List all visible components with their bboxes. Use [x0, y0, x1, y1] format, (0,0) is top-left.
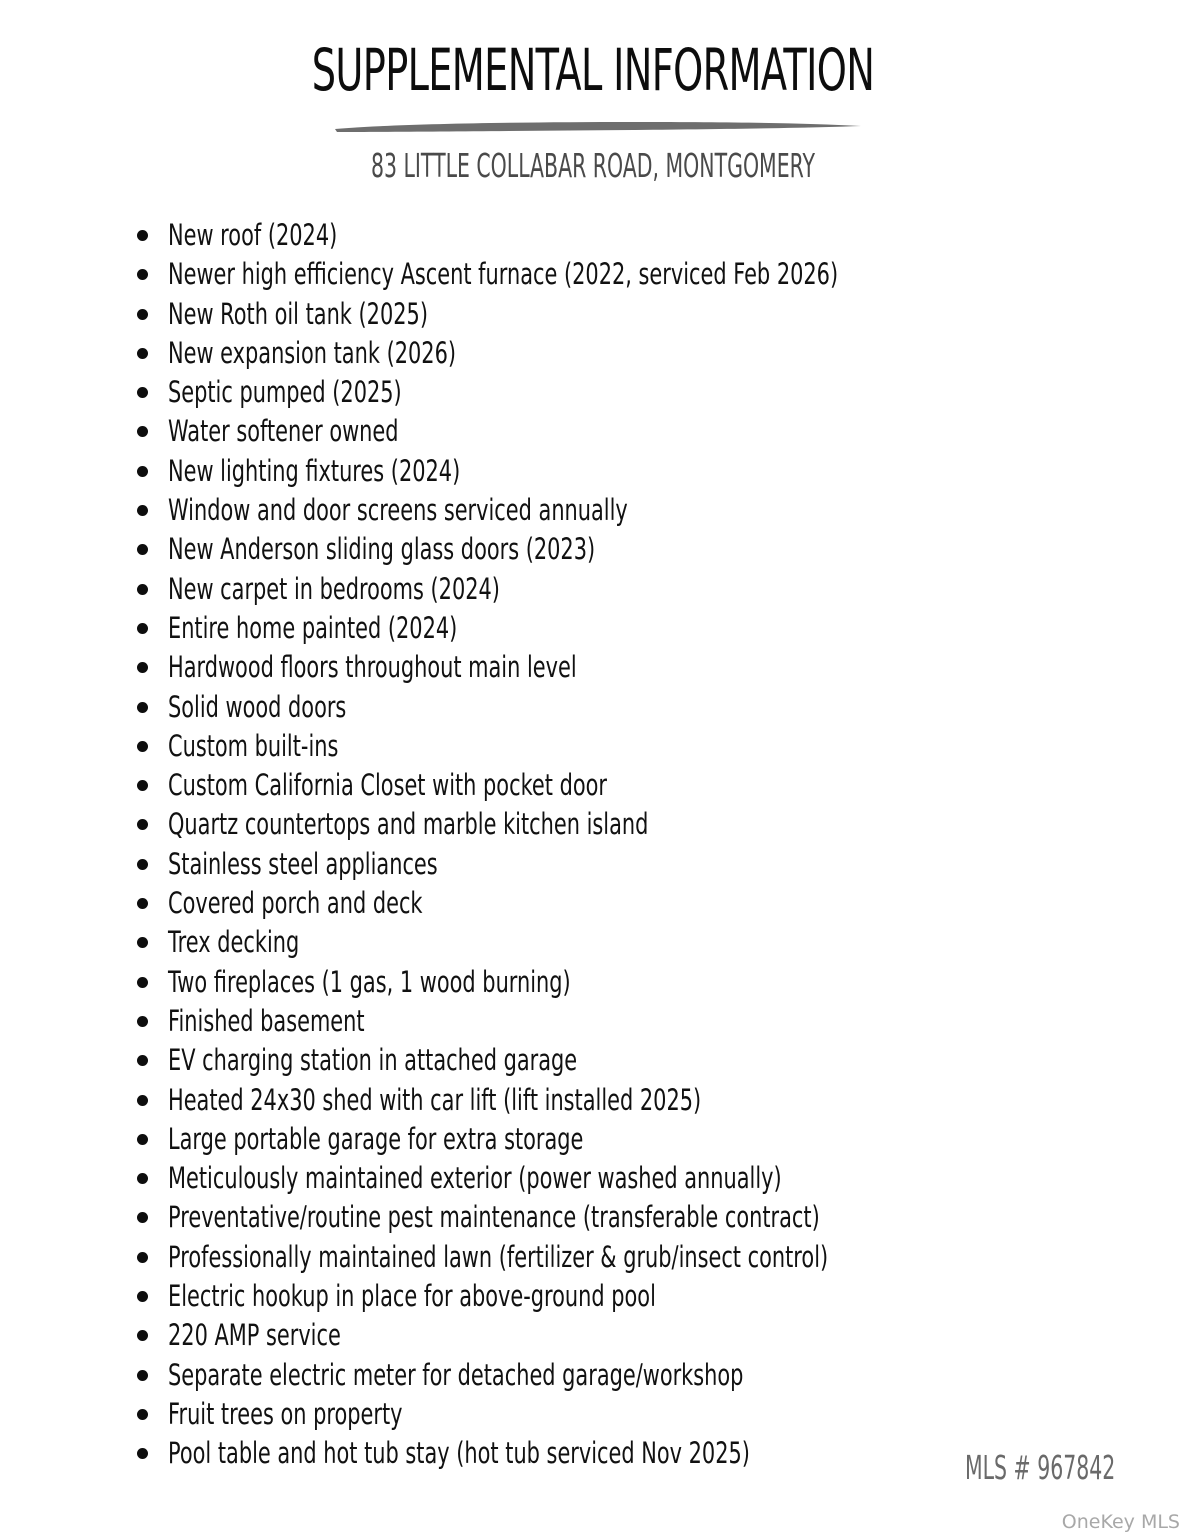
bullet-icon	[137, 466, 148, 477]
bullet-icon	[137, 819, 148, 830]
bullet-icon	[137, 1173, 148, 1184]
bullet-icon	[137, 1291, 148, 1302]
bullet-icon	[137, 1448, 148, 1459]
list-item-text: New Roth oil tank (2025)	[168, 296, 428, 331]
bullet-icon	[137, 662, 148, 673]
list-item-text: EV charging station in attached garage	[168, 1043, 578, 1078]
bullet-icon	[137, 898, 148, 909]
list-item-text: New roof (2024)	[168, 218, 338, 252]
list-item-text: Meticulously maintained exterior (power washed annually)	[168, 1161, 782, 1196]
bullet-icon	[137, 584, 148, 595]
page-title: SUPPLEMENTAL INFORMATION	[311, 36, 875, 104]
bullet-icon	[137, 859, 148, 870]
mls-number: MLS # 967842	[965, 1448, 1116, 1487]
list-item-text: Water softener owned	[168, 414, 399, 449]
bullet-icon	[137, 780, 148, 791]
list-item-text: 220 AMP service	[168, 1318, 341, 1353]
list-item-text: New expansion tank (2026)	[168, 335, 456, 370]
list-item-text: New Anderson sliding glass doors (2023)	[168, 532, 596, 567]
list-item-text: Quartz countertops and marble kitchen island	[168, 807, 649, 842]
bullet-icon	[137, 544, 148, 555]
bullet-icon	[137, 230, 148, 241]
bullet-icon	[137, 1134, 148, 1145]
list-item-text: Solid wood doors	[168, 689, 347, 724]
property-address: 83 LITTLE COLLABAR ROAD, MONTGOMERY	[370, 146, 816, 185]
brush-stroke-divider	[333, 120, 863, 134]
list-item-text: Separate electric meter for detached garage/workshop	[168, 1357, 744, 1392]
list-item-text: Stainless steel appliances	[168, 846, 438, 881]
bullet-icon	[137, 269, 148, 280]
list-item-text: Custom built-ins	[168, 728, 339, 763]
bullet-icon	[137, 1055, 148, 1066]
list-item-text: Finished basement	[168, 1003, 365, 1038]
list-item-text: Covered porch and deck	[168, 886, 423, 921]
list-item-text: New lighting fixtures (2024)	[168, 453, 461, 488]
bullet-icon	[137, 426, 148, 437]
list-item-text: Two fireplaces (1 gas, 1 wood burning)	[168, 964, 571, 999]
list-item-text: Fruit trees on property	[168, 1396, 403, 1431]
bullet-icon	[137, 505, 148, 516]
list-item-text: Electric hookup in place for above-ground pool	[168, 1279, 656, 1314]
bullet-icon	[137, 1409, 148, 1420]
list-item-text: Professionally maintained lawn (fertilizer & grub/insect control)	[168, 1239, 829, 1274]
bullet-icon	[137, 977, 148, 988]
bullet-icon	[137, 1016, 148, 1027]
list-item-text: Heated 24x30 shed with car lift (lift installed 2025)	[168, 1082, 702, 1117]
bullet-icon	[137, 387, 148, 398]
list-item-text: Hardwood floors throughout main level	[168, 650, 577, 685]
bullet-icon	[137, 702, 148, 713]
list-item-text: New carpet in bedrooms (2024)	[168, 571, 500, 606]
bullet-icon	[137, 1095, 148, 1106]
list-item-text: Window and door screens serviced annually	[168, 493, 628, 528]
list-item-text: Custom California Closet with pocket door	[168, 768, 607, 803]
bullet-icon	[137, 1370, 148, 1381]
bullet-icon	[137, 1330, 148, 1341]
list-item-text: Newer high efficiency Ascent furnace (2022, serviced Feb 2026)	[168, 257, 839, 292]
list-item-text: Entire home painted (2024)	[168, 610, 458, 645]
list-item-text: Large portable garage for extra storage	[168, 1121, 584, 1156]
list-item-text: Preventative/routine pest maintenance (transferable contract)	[168, 1200, 820, 1235]
bullet-icon	[137, 623, 148, 634]
bullet-icon	[137, 309, 148, 320]
bullet-icon	[137, 1212, 148, 1223]
watermark: OneKey MLS	[1061, 1511, 1180, 1533]
bullet-icon	[137, 348, 148, 359]
list-item-text: Trex decking	[168, 925, 300, 960]
bullet-icon	[137, 937, 148, 948]
bullet-icon	[137, 1252, 148, 1263]
list-item-text: Pool table and hot tub stay (hot tub serviced Nov 2025)	[168, 1436, 750, 1471]
bullet-icon	[137, 741, 148, 752]
list-item-text: Septic pumped (2025)	[168, 375, 402, 410]
